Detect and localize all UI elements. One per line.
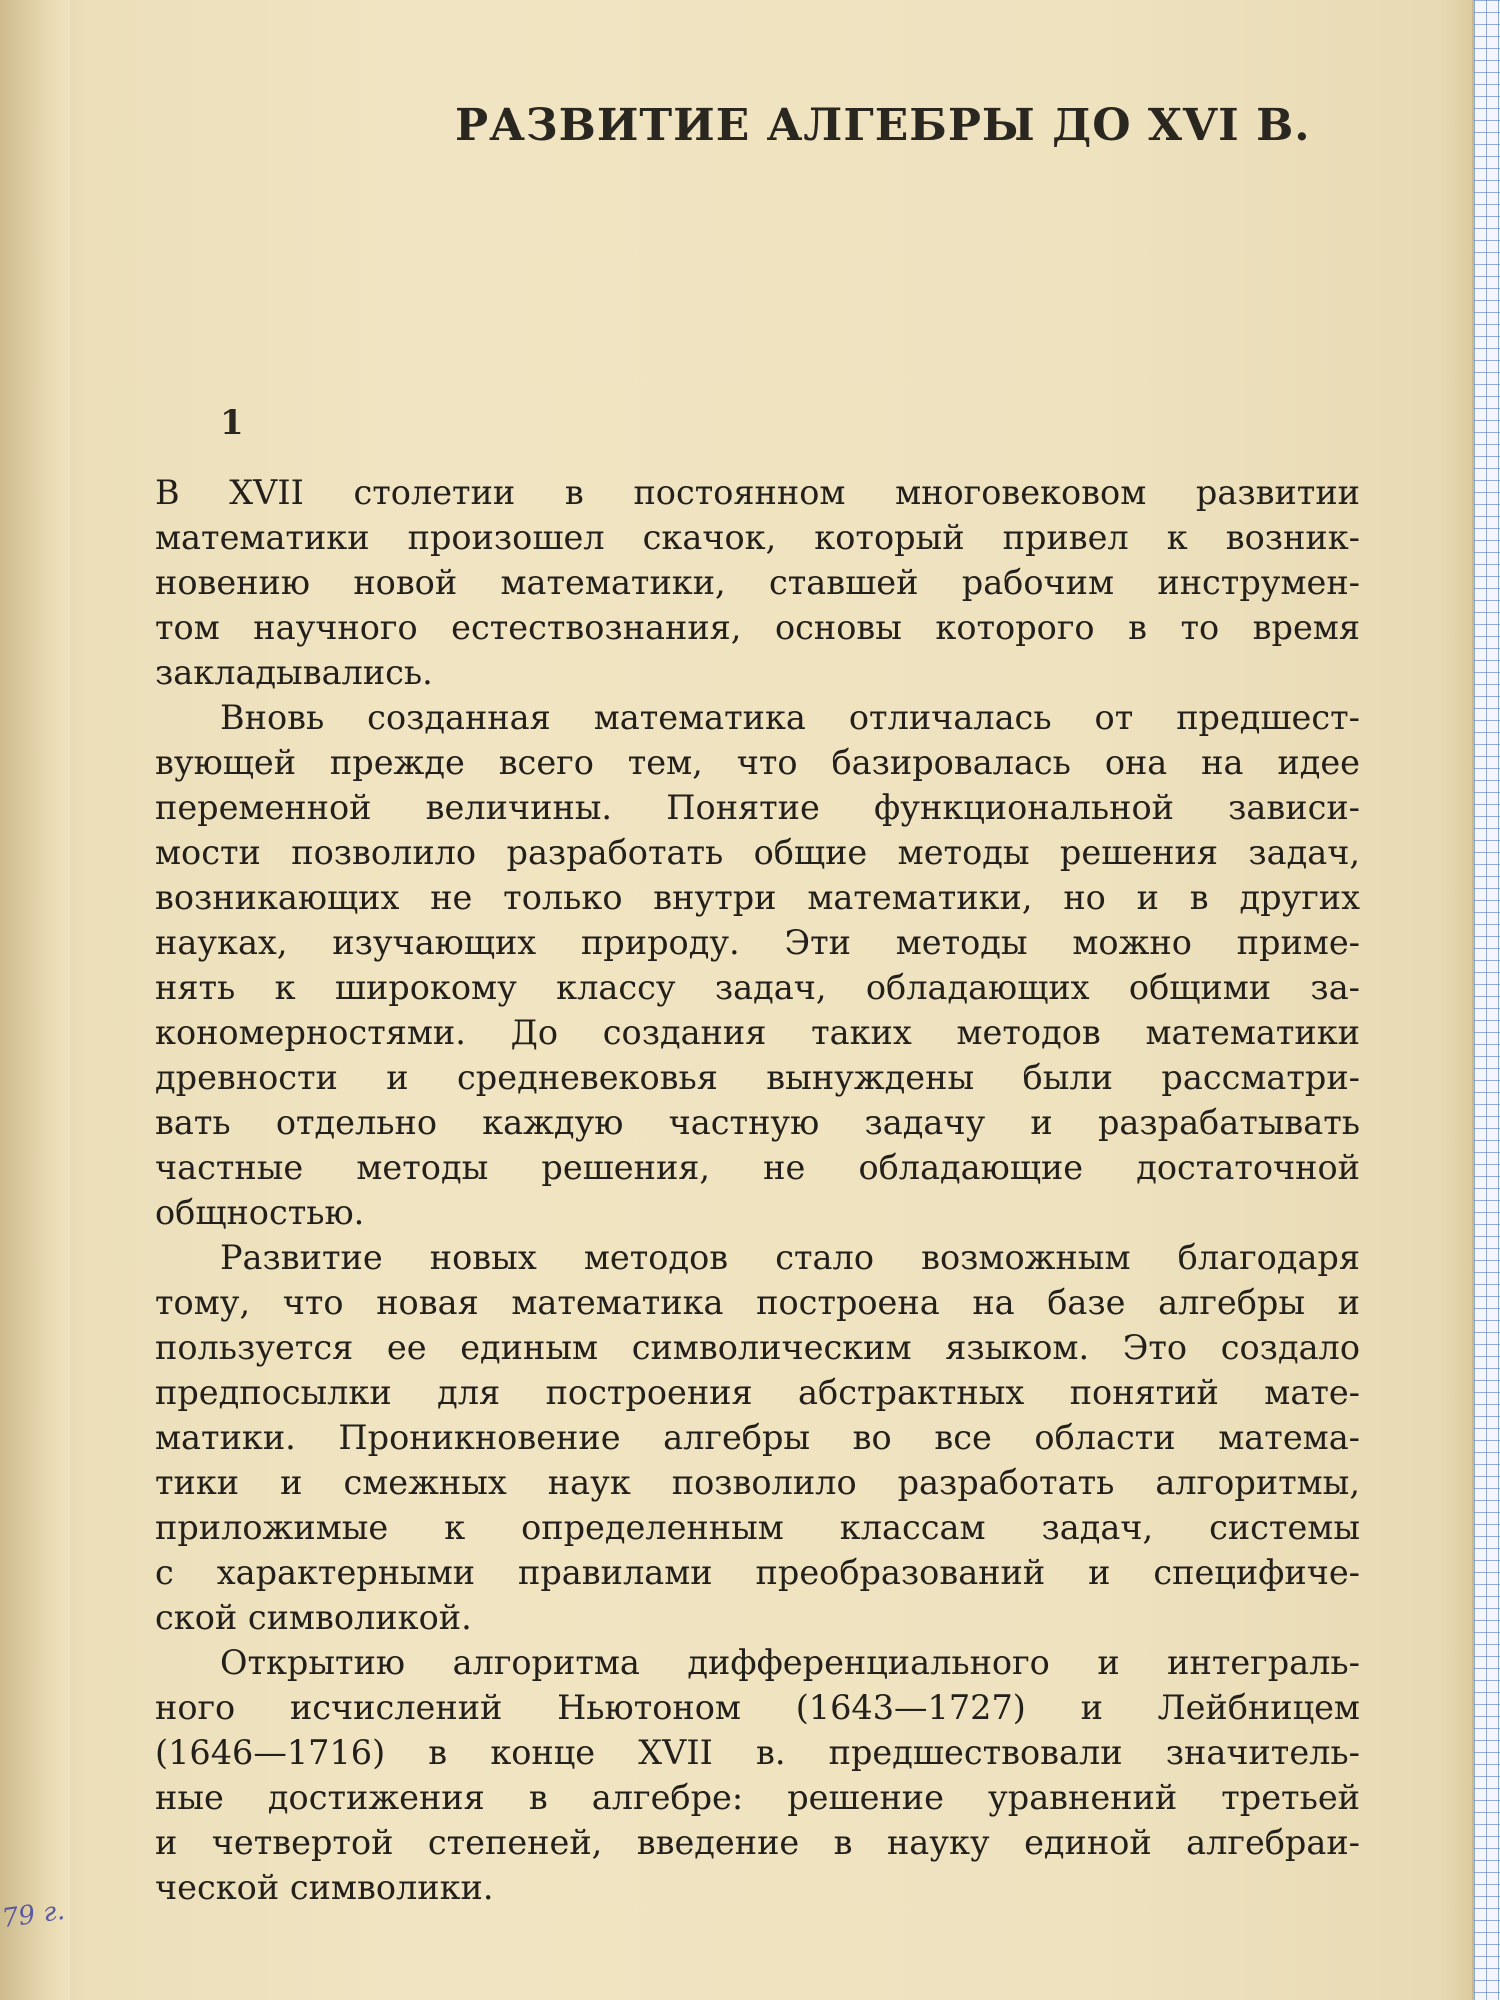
text-line: математики произошел скачок, который привел к возник- xyxy=(155,518,1360,557)
text-line: кономерностями. До создания таких методов математики xyxy=(155,1013,1360,1052)
text-line: В XVII столетии в постоянном многовековом развитии xyxy=(155,473,1360,512)
text-line: тики и смежных наук позволило разработать алгоритмы, xyxy=(155,1463,1360,1502)
body-text xyxy=(155,470,1360,1910)
text-line: ные достижения в алгебре: решение уравнений третьей xyxy=(155,1778,1360,1817)
text-line: ческой символики. xyxy=(155,1868,494,1907)
text-line: вующей прежде всего тем, что базировалась она на идее xyxy=(155,743,1360,782)
text-line: с характерными правилами преобразований и специфиче- xyxy=(155,1553,1360,1592)
text-line: пользуется ее единым символическим языком. Это создало xyxy=(155,1328,1360,1367)
page-gutter-shadow xyxy=(0,0,70,2000)
text-line: тому, что новая математика построена на базе алгебры и xyxy=(155,1283,1360,1322)
text-line: Открытию алгоритма дифференциального и интеграль- xyxy=(220,1643,1360,1682)
text-line: Развитие новых методов стало возможным благодаря xyxy=(220,1238,1360,1277)
text-line: закладывались. xyxy=(155,653,433,692)
text-line: общностью. xyxy=(155,1193,365,1232)
text-line: возникающих не только внутри математики, но и в других xyxy=(155,878,1360,917)
text-line: (1646—1716) в конце XVII в. предшествовали значитель- xyxy=(155,1733,1360,1772)
text-line: ного исчислений Ньютоном (1643—1727) и Лейбницем xyxy=(155,1688,1360,1727)
text-line: предпосылки для построения абстрактных понятий мате- xyxy=(155,1373,1360,1412)
chapter-title: РАЗВИТИЕ АЛГЕБРЫ ДО XVI В. xyxy=(455,100,1311,151)
text-line: приложимые к определенным классам задач, системы xyxy=(155,1508,1360,1547)
text-line: древности и средневековья вынуждены были рассматри- xyxy=(155,1058,1360,1097)
text-line: частные методы решения, не обладающие достаточной xyxy=(155,1148,1360,1187)
text-line: мости позволило разработать общие методы решения задач, xyxy=(155,833,1360,872)
margin-handwritten-note: 79 г. xyxy=(0,1895,67,1935)
grid-paper-edge xyxy=(1472,0,1500,2000)
text-line: вать отдельно каждую частную задачу и разрабатывать xyxy=(155,1103,1360,1142)
text-line: ской символикой. xyxy=(155,1598,472,1637)
text-line: матики. Проникновение алгебры во все области матема- xyxy=(155,1418,1360,1457)
text-line: и четвертой степеней, введение в науку единой алгебраи- xyxy=(155,1823,1360,1862)
text-line: нять к широкому классу задач, обладающих общими за- xyxy=(155,968,1360,1007)
text-line: переменной величины. Понятие функциональной зависи- xyxy=(155,788,1360,827)
text-line: Вновь созданная математика отличалась от предшест- xyxy=(220,698,1360,737)
text-line: науках, изучающих природу. Эти методы можно приме- xyxy=(155,923,1360,962)
section-number: 1 xyxy=(220,403,244,443)
text-line: том научного естествознания, основы которого в то время xyxy=(155,608,1360,647)
text-line: новению новой математики, ставшей рабочим инструмен- xyxy=(155,563,1360,602)
